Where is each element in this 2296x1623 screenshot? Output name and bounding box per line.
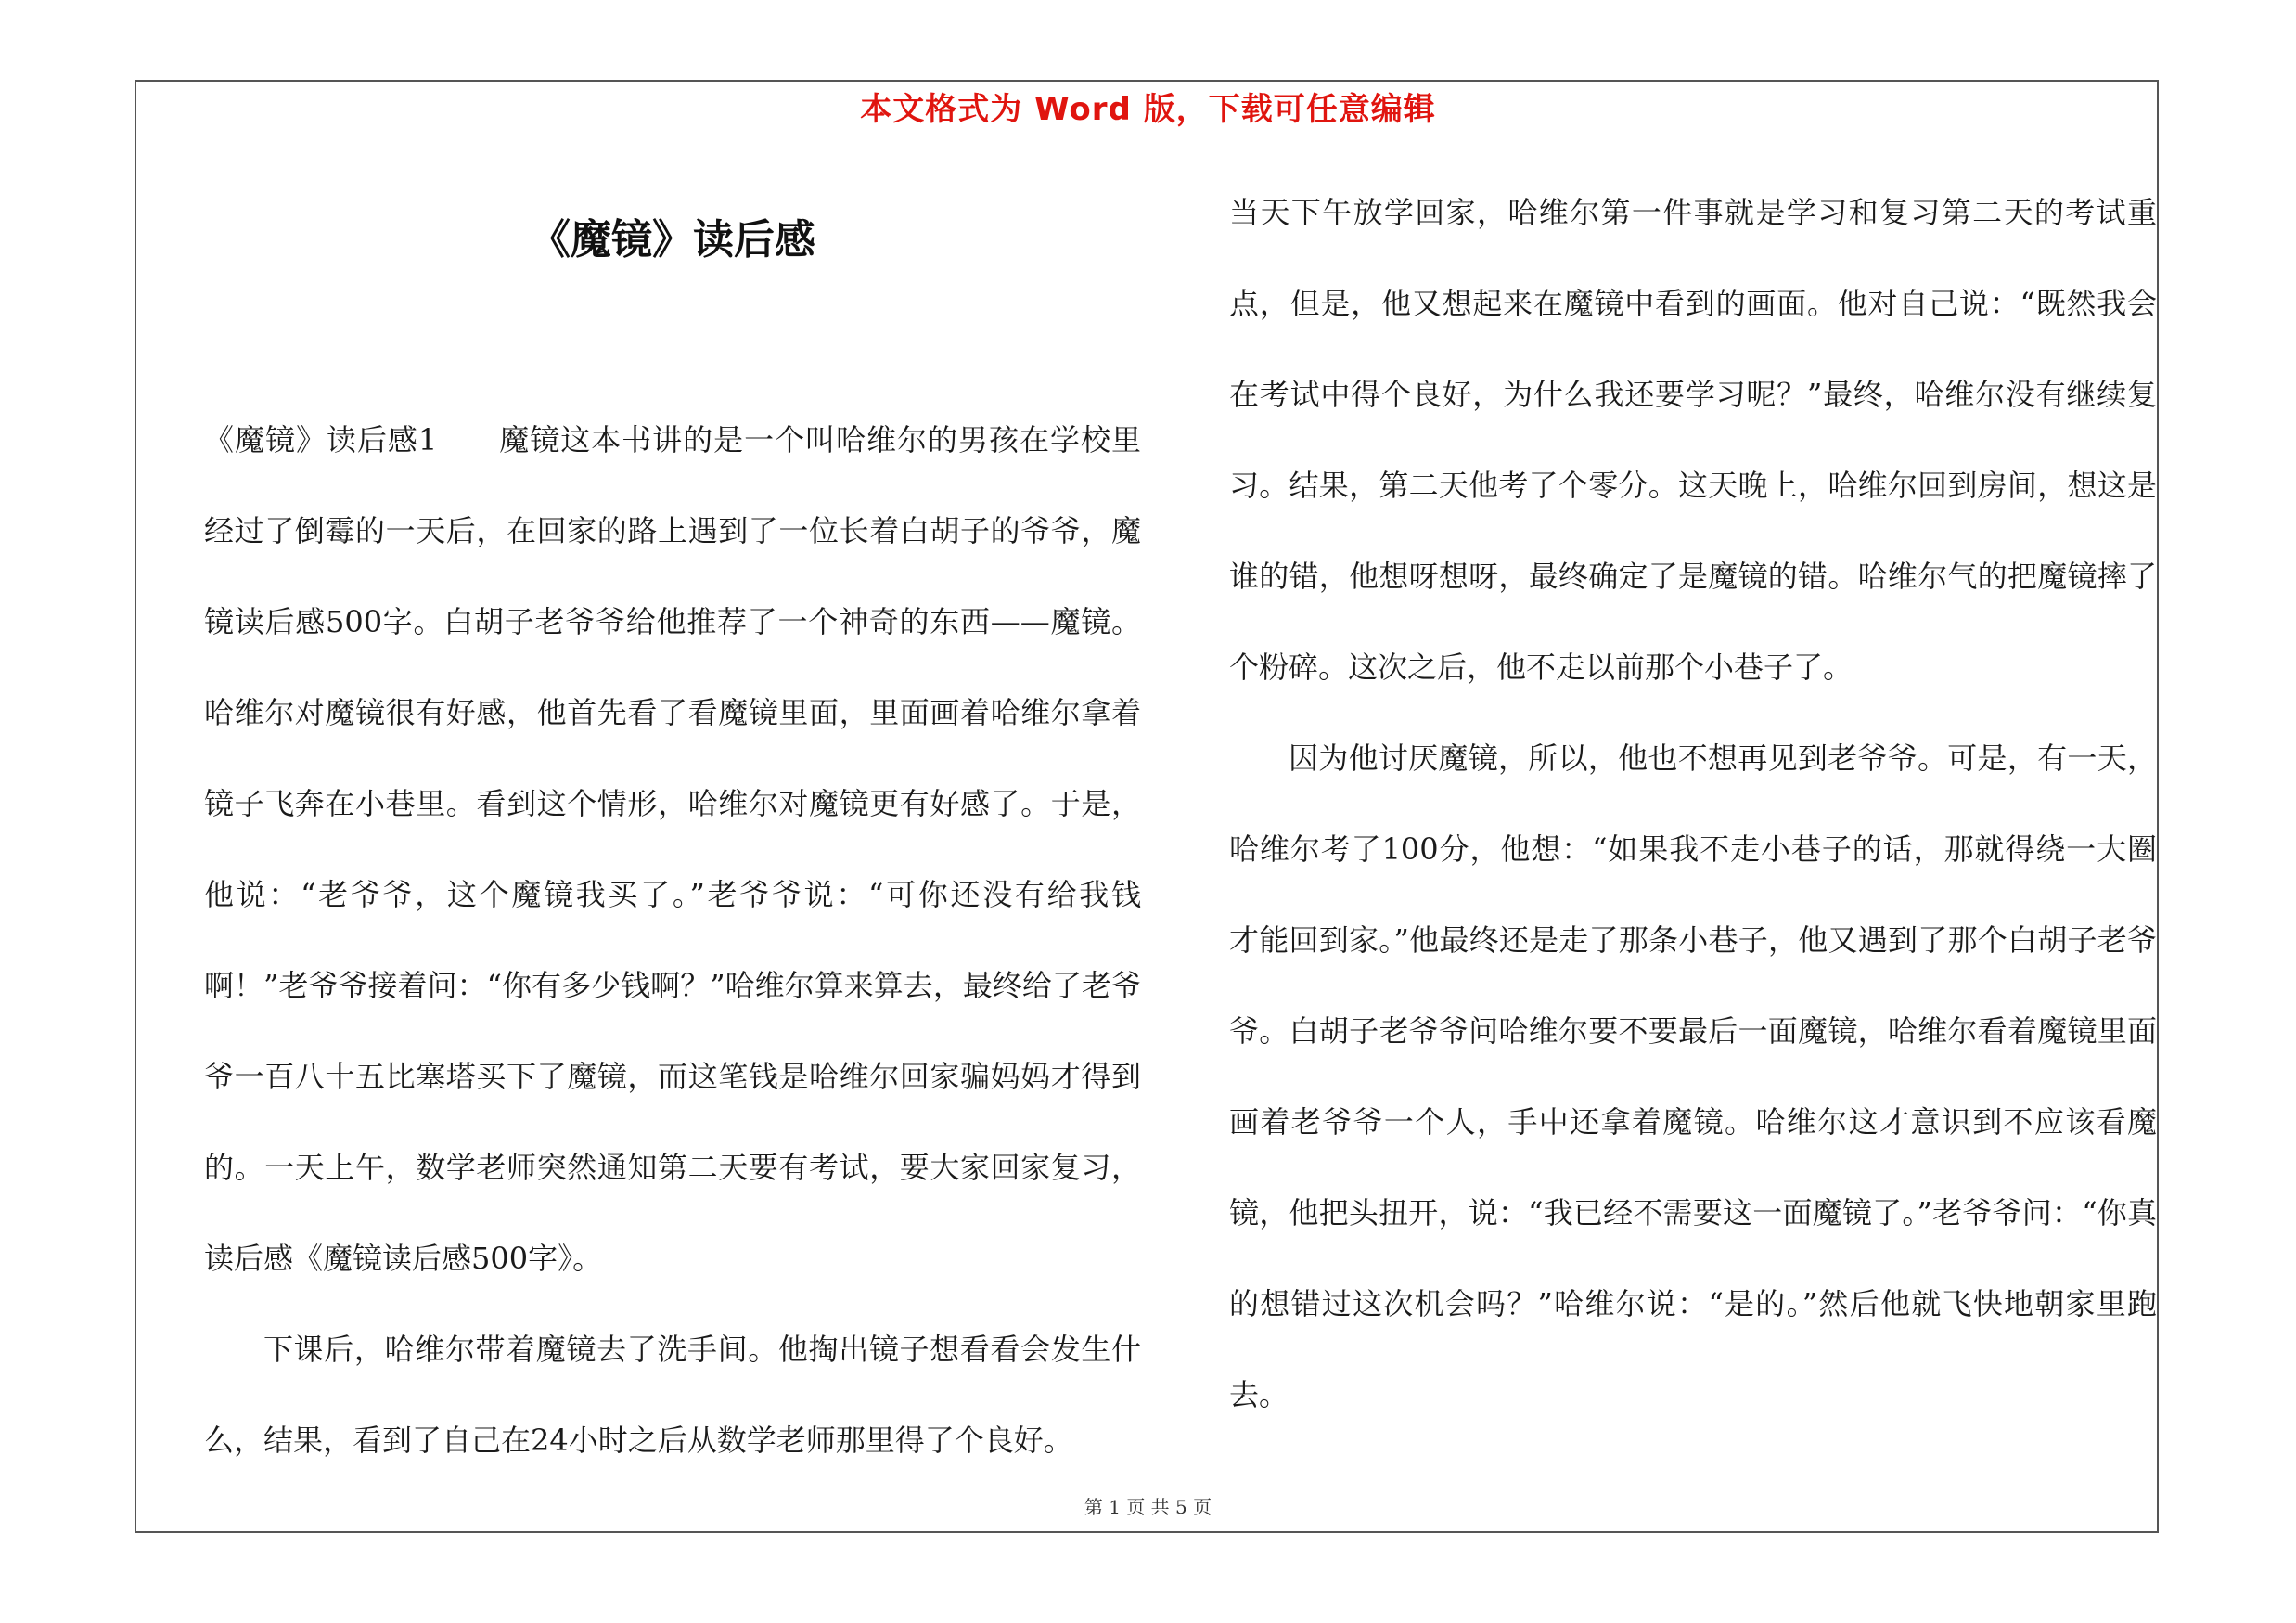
left-column [204,394,1141,1486]
word-format-banner: 本文格式为 Word 版，下载可任意编辑 [860,91,1436,128]
right-column [1229,167,2157,1440]
page-number-footer: 第 1 页 共 5 页 [1084,1496,1212,1518]
left-paragraph-1: 《魔镜》读后感1 魔镜这本书讲的是一个叫哈维尔的男孩在学校里经过了倒霉的一天后，在回家的路上遇到了一位长着白胡子的爷爷，魔镜读后感500字。白胡子老爷爷给他推荐了一个神奇的东西——魔镜。哈维尔对魔镜很有好感，他首先看了看魔镜里面，里面画着哈维尔拿着镜子飞奔在小巷里。看到这个情形，哈维尔对魔镜更有好感了。于是，他说：“老爷爷，这个魔镜我买了。”老爷爷说：“可你还没有给我钱啊！”老爷爷接着问：“你有多少钱啊？”哈维尔算来算去，最终给了老爷爷一百八十五比塞塔买下了魔镜，而这笔钱是哈维尔回家骗妈妈才得到的。一天上午，数学老师突然通知第二天要有考试，要大家回家复习，读后感《魔镜读后感500字》。 [204,422,1141,1276]
document-title: 《魔镜》读后感 [530,216,815,264]
left-paragraph-2: 下课后，哈维尔带着魔镜去了洗手间。他掏出镜子想看看会发生什么，结果，看到了自己在24小时之后从数学老师那里得了个良好。 [204,1332,1141,1458]
right-paragraph-2: 因为他讨厌魔镜，所以，他也不想再见到老爷爷。可是，有一天，哈维尔考了100分，他想：“如果我不走小巷子的话，那就得绕一大圈才能回到家。”他最终还是走了那条小巷子，他又遇到了那个白胡子老爷爷。白胡子老爷爷问哈维尔要不要最后一面魔镜，哈维尔看着魔镜里面画着老爷爷一个人，手中还拿着魔镜。哈维尔这才意识到不应该看魔镜，他把头扭开，说：“我已经不需要这一面魔镜了。”老爷爷问：“你真的想错过这次机会吗？”哈维尔说：“是的。”然后他就飞快地朝家里跑去。 [1229,741,2157,1412]
right-paragraph-1: 当天下午放学回家，哈维尔第一件事就是学习和复习第二天的考试重点，但是，他又想起来在魔镜中看到的画面。他对自己说：“既然我会在考试中得个良好，为什么我还要学习呢？”最终，哈维尔没有继续复习。结果，第二天他考了个零分。这天晚上，哈维尔回到房间，想这是谁的错，他想呀想呀，最终确定了是魔镜的错。哈维尔气的把魔镜摔了个粉碎。这次之后，他不走以前那个小巷子了。 [1229,195,2157,685]
